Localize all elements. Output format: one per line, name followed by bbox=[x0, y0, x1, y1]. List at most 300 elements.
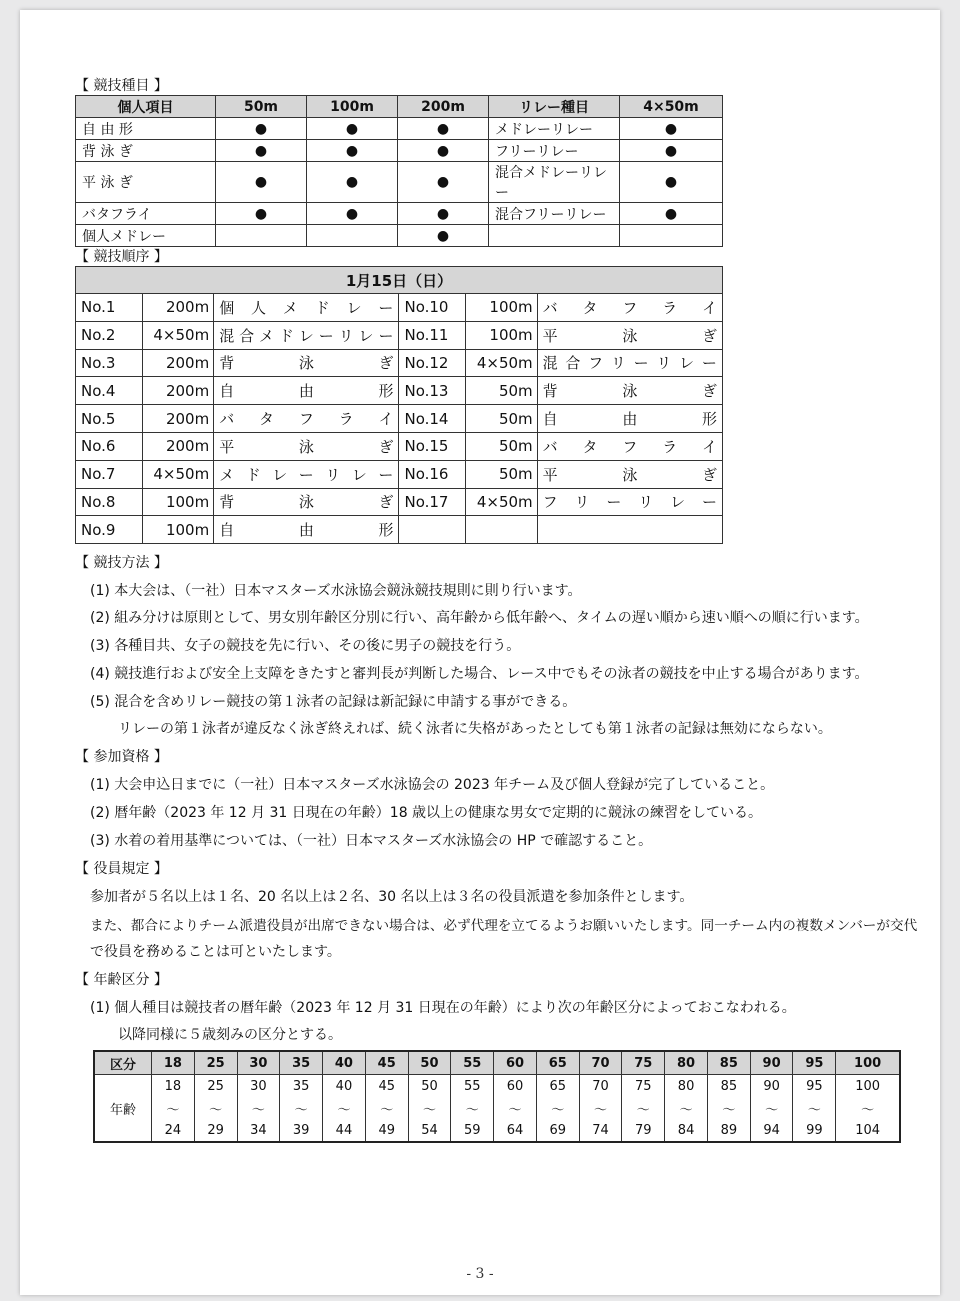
event-char: 由 bbox=[622, 410, 638, 429]
event-char: リ bbox=[574, 493, 590, 512]
age-tilde: ～ bbox=[722, 1103, 736, 1118]
event-char: レ bbox=[346, 298, 362, 317]
event-char: 形 bbox=[701, 410, 717, 429]
order-event-name bbox=[219, 325, 393, 346]
section-heading-officials: 【 役員規定 】 bbox=[75, 861, 168, 877]
order-distance-cell: 200m bbox=[142, 405, 214, 433]
age-from: 70 bbox=[592, 1079, 609, 1094]
event-char: ぎ bbox=[701, 326, 717, 345]
event-char: 個 bbox=[219, 298, 235, 317]
age-tilde: ～ bbox=[380, 1103, 394, 1118]
order-number-cell: No.10 bbox=[399, 294, 466, 322]
relay-name-cell: メドレーリレー bbox=[489, 118, 620, 140]
age-from: 35 bbox=[292, 1079, 310, 1094]
age-range bbox=[323, 1075, 365, 1141]
section-heading-method: 【 競技方法 】 bbox=[75, 555, 168, 571]
relay-name-cell bbox=[489, 225, 620, 247]
event-char: 泳 bbox=[298, 493, 314, 512]
order-row bbox=[76, 377, 723, 405]
section-heading-order: 【 競技順序 】 bbox=[75, 249, 168, 265]
age-row-label: 年齢 bbox=[94, 1075, 152, 1143]
event-char: 自 bbox=[219, 382, 235, 401]
order-event-cell bbox=[214, 432, 399, 460]
age-tilde: ～ bbox=[636, 1103, 650, 1118]
event-char: リ bbox=[638, 493, 654, 512]
event-char: 形 bbox=[378, 521, 394, 540]
age-range bbox=[708, 1075, 750, 1141]
age-group-header: 25 bbox=[194, 1051, 237, 1075]
age-tilde: ～ bbox=[807, 1103, 821, 1118]
order-event-name bbox=[219, 297, 393, 318]
event-char: 人 bbox=[251, 298, 267, 317]
age-group-header: 75 bbox=[622, 1051, 665, 1075]
events-row bbox=[76, 140, 723, 162]
age-tilde: ～ bbox=[465, 1103, 479, 1118]
event-char: レ bbox=[298, 326, 314, 345]
age-from: 40 bbox=[335, 1079, 353, 1094]
order-event-name bbox=[219, 464, 393, 485]
age-from: 18 bbox=[164, 1079, 182, 1094]
age-range-cell bbox=[494, 1075, 537, 1143]
age-from: 55 bbox=[463, 1079, 481, 1094]
age-tilde: ～ bbox=[209, 1103, 223, 1118]
order-distance-cell: 200m bbox=[142, 349, 214, 377]
age-range bbox=[537, 1075, 579, 1141]
event-char: 泳 bbox=[622, 326, 638, 345]
order-distance-cell: 100m bbox=[142, 516, 214, 544]
age-from: 60 bbox=[506, 1079, 524, 1094]
method-item-continuation: リレーの第１泳者が違反なく泳ぎ終えれば、続く泳者に失格があったとしても第１泳者の記録は無効にならない。 bbox=[118, 721, 832, 737]
age-group-header: 45 bbox=[365, 1051, 408, 1075]
events-body bbox=[76, 118, 723, 247]
event-char: フ bbox=[622, 298, 638, 317]
order-number-cell: No.15 bbox=[399, 432, 466, 460]
event-char: 背 bbox=[219, 493, 235, 512]
event-200m-cell: ● bbox=[398, 203, 489, 225]
order-header-row bbox=[76, 267, 723, 294]
age-group-header: 55 bbox=[451, 1051, 494, 1075]
age-range bbox=[836, 1075, 899, 1141]
event-char: リ bbox=[325, 465, 341, 484]
age-group-header: 95 bbox=[793, 1051, 836, 1075]
event-char: バ bbox=[542, 298, 558, 317]
method-item: (4) 競技進行および安全上支障をきたすと審判長が判断した場合、レース中でもその泳者の競技を中止する場合があります。 bbox=[90, 666, 869, 682]
age-from: 65 bbox=[549, 1079, 567, 1094]
age-from: 90 bbox=[763, 1079, 780, 1094]
event-char: イ bbox=[378, 410, 394, 429]
age-from: 50 bbox=[421, 1079, 438, 1094]
age-to: 29 bbox=[207, 1123, 224, 1138]
event-char: 平 bbox=[219, 437, 235, 456]
events-header-row bbox=[76, 96, 723, 118]
events-header-cell: 200m bbox=[398, 96, 489, 118]
officials-line: また、都合によりチーム派遣役員が出席できない場合は、必ず代理を立てるようお願いいたします。同一チーム内の複数メンバーが交代 bbox=[90, 918, 918, 934]
event-char: 平 bbox=[542, 326, 558, 345]
event-name-cell: 自 由 形 bbox=[76, 118, 216, 140]
event-100m-cell: ● bbox=[307, 203, 398, 225]
event-50m-cell bbox=[216, 225, 307, 247]
age-to: 99 bbox=[806, 1123, 823, 1138]
event-100m-cell: ● bbox=[307, 140, 398, 162]
event-char: ー bbox=[378, 465, 394, 484]
age-range bbox=[366, 1075, 408, 1141]
section-heading-events: 【 競技種目 】 bbox=[75, 78, 168, 94]
event-char: 自 bbox=[219, 521, 235, 540]
age-tilde: ～ bbox=[337, 1103, 351, 1118]
age-from: 80 bbox=[677, 1079, 695, 1094]
age-from: 95 bbox=[806, 1079, 823, 1094]
order-event-cell bbox=[214, 321, 399, 349]
event-char: ー bbox=[633, 354, 649, 373]
event-200m-cell: ● bbox=[398, 118, 489, 140]
age-from: 75 bbox=[635, 1079, 652, 1094]
event-char: メ bbox=[259, 326, 275, 345]
officials-line: で役員を務めることは可といたします。 bbox=[90, 944, 341, 960]
age-range-cell bbox=[793, 1075, 836, 1143]
event-char: ー bbox=[378, 326, 394, 345]
order-distance-cell: 200m bbox=[142, 377, 214, 405]
event-char: 背 bbox=[542, 382, 558, 401]
order-event-cell bbox=[537, 349, 722, 377]
age-range bbox=[195, 1075, 237, 1141]
event-char: ラ bbox=[662, 298, 678, 317]
age-range bbox=[152, 1075, 194, 1141]
event-char: 平 bbox=[542, 465, 558, 484]
age-range-cell bbox=[280, 1075, 323, 1143]
event-char: ド bbox=[314, 298, 330, 317]
order-event-name bbox=[219, 491, 393, 512]
event-char: ド bbox=[278, 326, 294, 345]
order-distance-cell: 100m bbox=[466, 321, 538, 349]
age-range bbox=[238, 1075, 280, 1141]
order-number-cell: No.9 bbox=[76, 516, 143, 544]
order-number-cell: No.14 bbox=[399, 405, 466, 433]
age-range-cell bbox=[579, 1075, 622, 1143]
events-header-cell: 個人項目 bbox=[76, 96, 216, 118]
event-char: ー bbox=[701, 493, 717, 512]
age-tilde: ～ bbox=[679, 1103, 693, 1118]
event-char: 混 bbox=[542, 354, 558, 373]
event-char: イ bbox=[701, 437, 717, 456]
order-event-cell bbox=[537, 405, 722, 433]
order-event-cell bbox=[214, 349, 399, 377]
order-number-cell: No.5 bbox=[76, 405, 143, 433]
age-group-header: 50 bbox=[408, 1051, 451, 1075]
age-to: 74 bbox=[592, 1123, 609, 1138]
event-name-cell: 平 泳 ぎ bbox=[76, 162, 216, 203]
order-number-cell: No.3 bbox=[76, 349, 143, 377]
order-distance-cell bbox=[466, 516, 538, 544]
age-to: 59 bbox=[463, 1123, 481, 1138]
age-range bbox=[280, 1075, 322, 1141]
events-header-cell: 50m bbox=[216, 96, 307, 118]
age-from: 30 bbox=[250, 1079, 267, 1094]
age-tilde: ～ bbox=[765, 1103, 779, 1118]
event-50m-cell: ● bbox=[216, 118, 307, 140]
order-number-cell: No.1 bbox=[76, 294, 143, 322]
order-distance-cell: 50m bbox=[466, 432, 538, 460]
age-range bbox=[622, 1075, 664, 1141]
method-item: (3) 各種目共、女子の競技を先に行い、その後に男子の競技を行う。 bbox=[90, 638, 521, 654]
order-event-name bbox=[543, 297, 717, 318]
order-event-cell bbox=[537, 321, 722, 349]
order-number-cell: No.8 bbox=[76, 488, 143, 516]
order-event-name bbox=[219, 408, 393, 429]
event-char: バ bbox=[542, 437, 558, 456]
relay-name-cell: フリーリレー bbox=[489, 140, 620, 162]
event-char: ー bbox=[378, 298, 394, 317]
age-to: 64 bbox=[506, 1123, 524, 1138]
event-char: 泳 bbox=[622, 382, 638, 401]
age-range-cell bbox=[836, 1075, 900, 1143]
order-number-cell: No.13 bbox=[399, 377, 466, 405]
event-char: フ bbox=[542, 493, 558, 512]
eligibility-item: (3) 水着の着用基準については、（一社）日本マスターズ水泳協会の HP で確認すること。 bbox=[90, 833, 653, 849]
order-row bbox=[76, 432, 723, 460]
age-table bbox=[93, 1050, 901, 1143]
order-event-name bbox=[219, 519, 393, 540]
order-distance-cell: 4×50m bbox=[466, 349, 538, 377]
age-range-cell bbox=[707, 1075, 750, 1143]
event-char: レ bbox=[358, 326, 374, 345]
event-char: ラ bbox=[662, 437, 678, 456]
age-range bbox=[451, 1075, 493, 1141]
age-group-header: 80 bbox=[665, 1051, 708, 1075]
event-char: レ bbox=[272, 465, 288, 484]
age-to: 44 bbox=[335, 1123, 353, 1138]
age-tilde: ～ bbox=[294, 1103, 308, 1118]
event-char: ぎ bbox=[701, 465, 717, 484]
relay-4x50-cell: ● bbox=[620, 140, 723, 162]
age-from: 45 bbox=[378, 1079, 395, 1094]
event-char: ぎ bbox=[378, 354, 394, 373]
event-100m-cell bbox=[307, 225, 398, 247]
order-row bbox=[76, 321, 723, 349]
event-char: ー bbox=[298, 465, 314, 484]
order-number-cell: No.6 bbox=[76, 432, 143, 460]
age-tilde: ～ bbox=[551, 1103, 565, 1118]
order-distance-cell: 4×50m bbox=[142, 321, 214, 349]
age-tilde: ～ bbox=[508, 1103, 522, 1118]
order-event-cell bbox=[537, 432, 722, 460]
events-header-cell: 4×50m bbox=[620, 96, 723, 118]
age-range-cell bbox=[323, 1075, 366, 1143]
age-to: 49 bbox=[378, 1123, 395, 1138]
order-row bbox=[76, 516, 723, 544]
age-group-header: 85 bbox=[707, 1051, 750, 1075]
method-item: (1) 本大会は、（一社）日本マスターズ水泳協会競泳競技規則に則り行います。 bbox=[90, 583, 582, 599]
order-event-name bbox=[219, 380, 393, 401]
age-range bbox=[665, 1075, 707, 1141]
order-distance-cell: 50m bbox=[466, 377, 538, 405]
relay-4x50-cell: ● bbox=[620, 203, 723, 225]
order-distance-cell: 100m bbox=[466, 294, 538, 322]
age-group-header: 60 bbox=[494, 1051, 537, 1075]
age-to: 84 bbox=[677, 1123, 695, 1138]
age-header-row bbox=[94, 1051, 900, 1075]
event-char: 自 bbox=[542, 410, 558, 429]
order-row bbox=[76, 460, 723, 488]
age-to: 69 bbox=[549, 1123, 567, 1138]
age-tilde: ～ bbox=[594, 1103, 608, 1118]
age-range bbox=[793, 1075, 835, 1141]
method-item: (5) 混合を含めリレー競技の第１泳者の記録は新記録に申請する事ができる。 bbox=[90, 694, 577, 710]
order-distance-cell: 100m bbox=[142, 488, 214, 516]
event-char: タ bbox=[259, 410, 275, 429]
age-to: 34 bbox=[250, 1123, 267, 1138]
order-event-cell bbox=[537, 460, 722, 488]
event-char: ぎ bbox=[701, 382, 717, 401]
order-event-name bbox=[543, 380, 717, 401]
events-row bbox=[76, 118, 723, 140]
order-row bbox=[76, 294, 723, 322]
event-200m-cell: ● bbox=[398, 140, 489, 162]
relay-name-cell: 混合フリーリレー bbox=[489, 203, 620, 225]
event-200m-cell: ● bbox=[398, 162, 489, 203]
order-event-name bbox=[543, 352, 717, 373]
event-char: ー bbox=[318, 326, 334, 345]
age-group-header: 90 bbox=[750, 1051, 793, 1075]
event-50m-cell: ● bbox=[216, 140, 307, 162]
age-group-header: 35 bbox=[280, 1051, 323, 1075]
event-char: レ bbox=[679, 354, 695, 373]
event-char: ド bbox=[245, 465, 261, 484]
order-number-cell: No.2 bbox=[76, 321, 143, 349]
age-range-cell bbox=[622, 1075, 665, 1143]
age-range bbox=[751, 1075, 793, 1141]
event-char: 形 bbox=[378, 382, 394, 401]
age-range-cell bbox=[194, 1075, 237, 1143]
age-range-cell bbox=[365, 1075, 408, 1143]
age-from: 85 bbox=[720, 1079, 738, 1094]
order-event-cell bbox=[214, 460, 399, 488]
event-char: タ bbox=[582, 437, 598, 456]
order-number-cell: No.16 bbox=[399, 460, 466, 488]
order-event-name bbox=[219, 436, 393, 457]
event-char: リ bbox=[656, 354, 672, 373]
eligibility-item: (1) 大会申込日までに（一社）日本マスターズ水泳協会の 2023 年チーム及び個人登録が完了していること。 bbox=[90, 777, 775, 793]
section-heading-age: 【 年齢区分 】 bbox=[75, 972, 168, 988]
order-event-name bbox=[543, 491, 717, 512]
age-to: 94 bbox=[763, 1123, 780, 1138]
order-event-name bbox=[543, 464, 717, 485]
event-char: ぎ bbox=[378, 493, 394, 512]
relay-name-cell: 混合メドレーリレー bbox=[489, 162, 620, 203]
section-heading-eligibility: 【 参加資格 】 bbox=[75, 749, 168, 765]
event-name-cell: バタフライ bbox=[76, 203, 216, 225]
age-range-cell bbox=[750, 1075, 793, 1143]
order-distance-cell: 200m bbox=[142, 294, 214, 322]
page-number: - 3 - bbox=[466, 1266, 494, 1282]
event-char: ぎ bbox=[378, 437, 394, 456]
event-char: 合 bbox=[565, 354, 581, 373]
document-page bbox=[20, 10, 940, 1295]
events-header-cell: 100m bbox=[307, 96, 398, 118]
event-char: メ bbox=[282, 298, 298, 317]
order-event-cell bbox=[537, 377, 722, 405]
event-char: フ bbox=[622, 437, 638, 456]
age-to: 54 bbox=[421, 1123, 438, 1138]
order-event-cell bbox=[537, 294, 722, 322]
age-group-header: 100 bbox=[836, 1051, 900, 1075]
events-table bbox=[75, 95, 723, 247]
order-event-name bbox=[543, 408, 717, 429]
age-tilde: ～ bbox=[166, 1103, 180, 1118]
event-char: 由 bbox=[298, 382, 314, 401]
order-distance-cell: 200m bbox=[142, 432, 214, 460]
order-row bbox=[76, 405, 723, 433]
event-100m-cell: ● bbox=[307, 118, 398, 140]
method-item: (2) 組み分けは原則として、男女別年齢区分別に行い、高年齢から低年齢へ、タイムの遅い順から速い順への順に行います。 bbox=[90, 610, 869, 626]
event-char: ー bbox=[606, 493, 622, 512]
age-tilde: ～ bbox=[861, 1103, 875, 1118]
event-char: リ bbox=[338, 326, 354, 345]
order-distance-cell: 50m bbox=[466, 405, 538, 433]
order-event-cell bbox=[214, 516, 399, 544]
order-body bbox=[76, 294, 723, 544]
event-char: 泳 bbox=[298, 354, 314, 373]
age-tilde: ～ bbox=[422, 1103, 436, 1118]
age-item: (1) 個人種目は競技者の暦年齢（2023 年 12 月 31 日現在の年齢）により次の年齢区分によっておこなわれる。 bbox=[90, 1000, 796, 1016]
order-number-cell: No.7 bbox=[76, 460, 143, 488]
officials-line: 参加者が５名以上は１名、20 名以上は２名、30 名以上は３名の役員派遣を参加条件とします。 bbox=[90, 889, 694, 905]
age-group-header: 40 bbox=[323, 1051, 366, 1075]
eligibility-item: (2) 暦年齢（2023 年 12 月 31 日現在の年齢）18 歳以上の健康な男女で定期的に競泳の練習をしている。 bbox=[90, 805, 763, 821]
relay-4x50-cell: ● bbox=[620, 162, 723, 203]
event-char: 混 bbox=[219, 326, 235, 345]
age-range bbox=[580, 1075, 622, 1141]
order-event-cell bbox=[214, 405, 399, 433]
order-event-name bbox=[543, 325, 717, 346]
age-to: 24 bbox=[164, 1123, 182, 1138]
age-to: 79 bbox=[635, 1123, 652, 1138]
age-group-header: 70 bbox=[579, 1051, 622, 1075]
event-char: フ bbox=[588, 354, 604, 373]
event-name-cell: 個人メドレー bbox=[76, 225, 216, 247]
event-50m-cell: ● bbox=[216, 203, 307, 225]
relay-4x50-cell: ● bbox=[620, 118, 723, 140]
order-event-cell bbox=[214, 488, 399, 516]
events-row bbox=[76, 225, 723, 247]
age-from: 25 bbox=[207, 1079, 224, 1094]
order-event-name bbox=[219, 352, 393, 373]
relay-4x50-cell bbox=[620, 225, 723, 247]
event-char: 由 bbox=[298, 521, 314, 540]
event-char: レ bbox=[670, 493, 686, 512]
age-range-cell bbox=[451, 1075, 494, 1143]
event-char: タ bbox=[582, 298, 598, 317]
order-distance-cell: 4×50m bbox=[142, 460, 214, 488]
event-char: リ bbox=[610, 354, 626, 373]
age-item-continuation: 以降同様に５歳刻みの区分とする。 bbox=[118, 1027, 342, 1043]
event-char: 背 bbox=[219, 354, 235, 373]
order-distance-cell: 4×50m bbox=[466, 488, 538, 516]
order-event-cell bbox=[214, 377, 399, 405]
event-char: 泳 bbox=[298, 437, 314, 456]
age-range bbox=[494, 1075, 536, 1141]
age-to: 89 bbox=[720, 1123, 738, 1138]
age-range-cell bbox=[536, 1075, 579, 1143]
age-range-cell bbox=[665, 1075, 708, 1143]
event-char: バ bbox=[219, 410, 235, 429]
age-range-cell bbox=[152, 1075, 195, 1143]
event-char: 泳 bbox=[622, 465, 638, 484]
events-header-cell: リレー種目 bbox=[489, 96, 620, 118]
age-from: 100 bbox=[855, 1079, 881, 1094]
event-char: メ bbox=[219, 465, 235, 484]
order-row bbox=[76, 488, 723, 516]
age-group-header: 30 bbox=[237, 1051, 280, 1075]
